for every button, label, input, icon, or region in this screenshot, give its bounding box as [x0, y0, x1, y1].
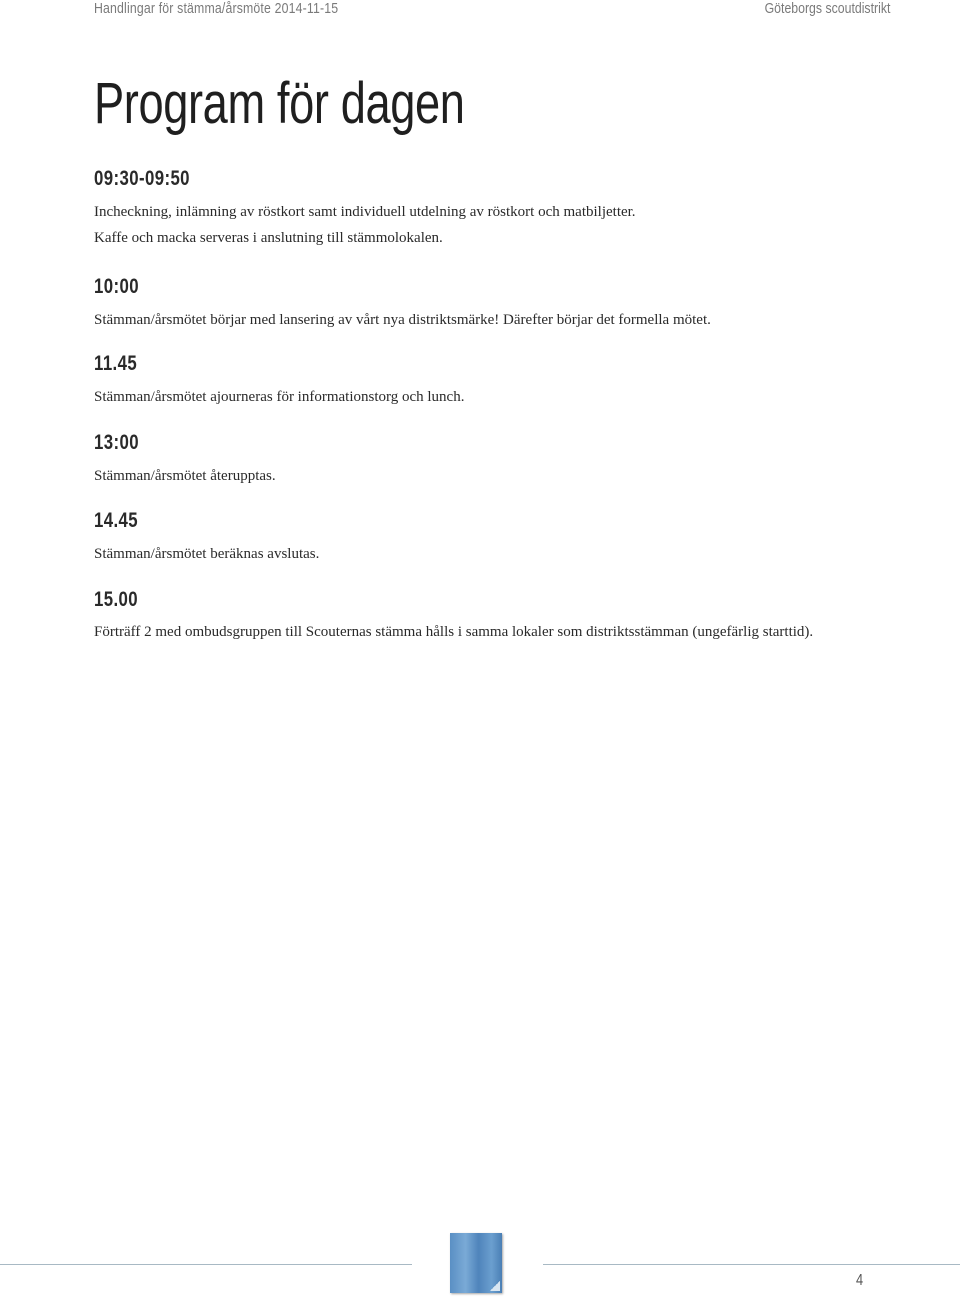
- schedule-description: [94, 544, 834, 564]
- schedule-time: 11.45: [94, 352, 138, 375]
- schedule-description: [94, 310, 834, 330]
- schedule-time: 13:00: [94, 431, 139, 454]
- organization-name-header: Göteborgs scoutdistrikt: [764, 0, 890, 17]
- document-title-header: Handlingar för stämma/årsmöte 2014-11-15: [94, 0, 339, 17]
- schedule-description: [94, 387, 834, 407]
- scout-logo-icon: [450, 1233, 502, 1293]
- schedule-line: Stämman/årsmötet ajourneras för informationstorg och lunch.: [94, 389, 465, 405]
- schedule-line: Stämman/årsmötet återupptas.: [94, 468, 276, 484]
- schedule-line: Kaffe och macka serveras i anslutning till stämmolokalen.: [94, 230, 443, 246]
- schedule-line: Incheckning, inlämning av röstkort samt individuell utdelning av röstkort och matbiljetter.: [94, 204, 636, 220]
- schedule-line: Stämman/årsmötet beräknas avslutas.: [94, 546, 320, 562]
- page-title: Program för dagen: [94, 71, 465, 136]
- page-number: 4: [856, 1272, 864, 1289]
- schedule-line: Förträff 2 med ombudsgruppen till Scouternas stämma hålls i samma lokaler som distriktsstämman (ungefärlig starttid).: [94, 624, 814, 640]
- schedule-time: 14.45: [94, 509, 139, 532]
- footer-divider-left: [0, 1264, 412, 1265]
- schedule-description: [94, 622, 834, 642]
- schedule-line: Stämman/årsmötet börjar med lansering av vårt nya distriktsmärke! Därefter börjar det formella mötet.: [94, 312, 711, 328]
- schedule-time: 15.00: [94, 588, 139, 611]
- schedule-time: 10:00: [94, 275, 139, 298]
- footer-divider-right: [543, 1264, 960, 1265]
- schedule-description: [94, 466, 834, 486]
- schedule-description: [94, 202, 834, 248]
- schedule-time: 09:30-09:50: [94, 167, 190, 190]
